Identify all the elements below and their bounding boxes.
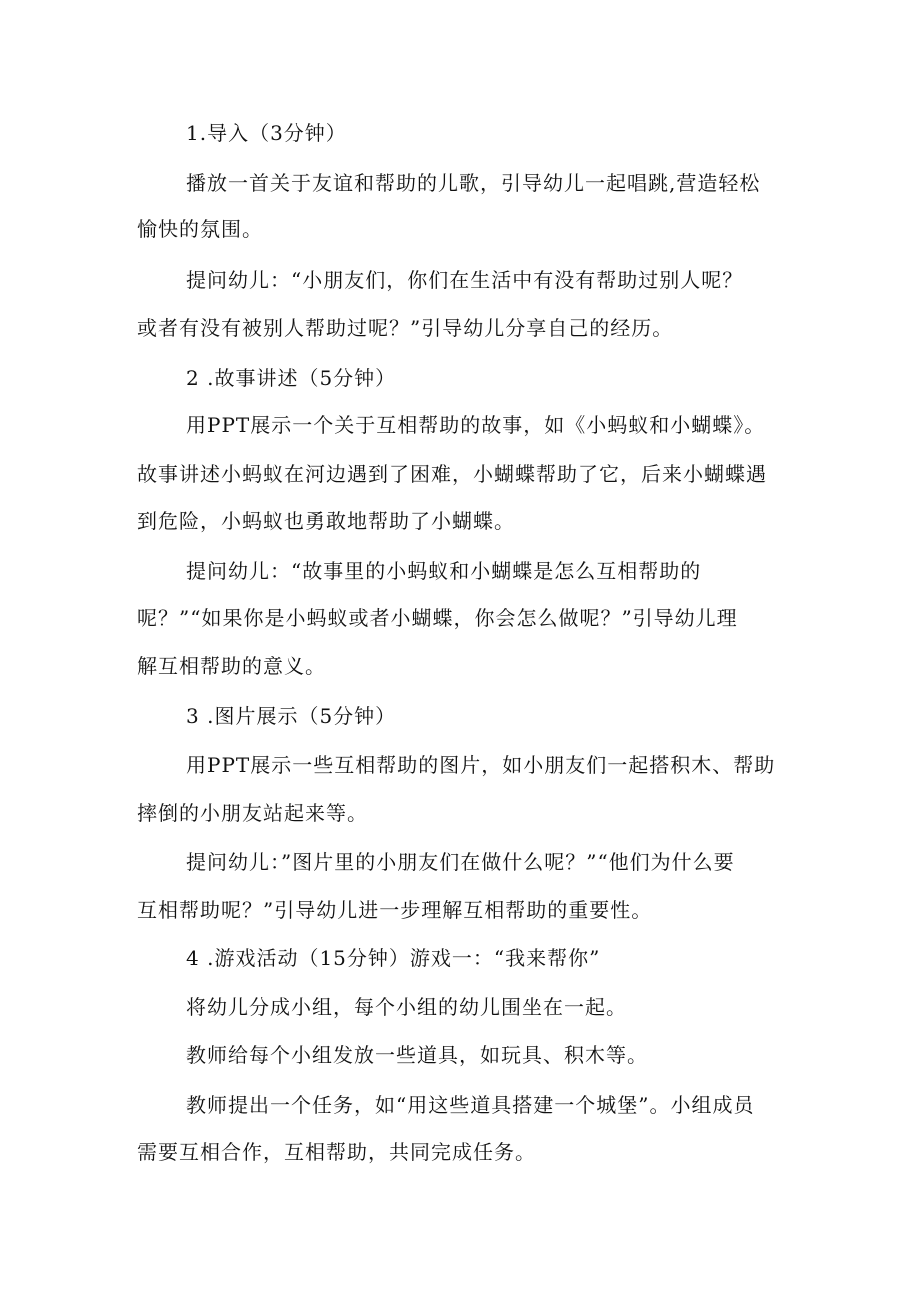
section-heading-game: 4 .游戏活动（15分钟）游戏一：“我来帮你” xyxy=(186,946,601,970)
paragraph-line: 故事讲述小蚂蚁在河边遇到了困难，小蝴蝶帮助了它，后来小蝴蝶遇 xyxy=(137,462,767,486)
paragraph-line: 用PPT展示一些互相帮助的图片，如小朋友们一起搭积木、帮助 xyxy=(186,753,776,777)
section-heading-pictures: 3 .图片展示（5分钟） xyxy=(186,704,397,728)
paragraph-line: 愉快的氛围。 xyxy=(137,217,263,241)
section-heading-intro: 1.导入（3分钟） xyxy=(186,121,347,145)
paragraph-line: 教师给每个小组发放一些道具，如玩具、积木等。 xyxy=(186,1043,648,1067)
paragraph-line: 将幼儿分成小组，每个小组的幼儿围坐在一起。 xyxy=(186,995,627,1019)
paragraph-line: 解互相帮助的意义。 xyxy=(137,654,326,678)
paragraph-line: 或者有没有被别人帮助过呢？”引导幼儿分享自己的经历。 xyxy=(137,316,674,340)
section-heading-story: 2 .故事讲述（5分钟） xyxy=(186,366,397,390)
paragraph-line: 提问幼儿：”图片里的小朋友们在做什么呢？”“他们为什么要 xyxy=(186,850,735,874)
paragraph-line: 用PPT展示一个关于互相帮助的故事，如《小蚂蚁和小蝴蝶》。 xyxy=(186,413,766,437)
paragraph-line: 呢？”“如果你是小蚂蚁或者小蝴蝶，你会怎么做呢？”引导幼儿理 xyxy=(137,606,738,630)
paragraph-line: 提问幼儿：“故事里的小蚂蚁和小蝴蝶是怎么互相帮助的 xyxy=(186,559,702,583)
paragraph-line: 摔倒的小朋友站起来等。 xyxy=(137,801,368,825)
paragraph-line: 教师提出一个任务，如“用这些道具搭建一个城堡”。小组成员 xyxy=(186,1093,755,1117)
paragraph-line: 提问幼儿：“小朋友们，你们在生活中有没有帮助过别人呢？ xyxy=(186,268,744,292)
paragraph-line: 需要互相合作，互相帮助，共同完成任务。 xyxy=(137,1140,536,1164)
paragraph-line: 到危险，小蚂蚁也勇敢地帮助了小蝴蝶。 xyxy=(137,509,515,533)
paragraph-line: 互相帮助呢？”引导幼儿进一步理解互相帮助的重要性。 xyxy=(137,898,653,922)
paragraph-line: 播放一首关于友谊和帮助的儿歌，引导幼儿一起唱跳,营造轻松 xyxy=(186,171,761,195)
